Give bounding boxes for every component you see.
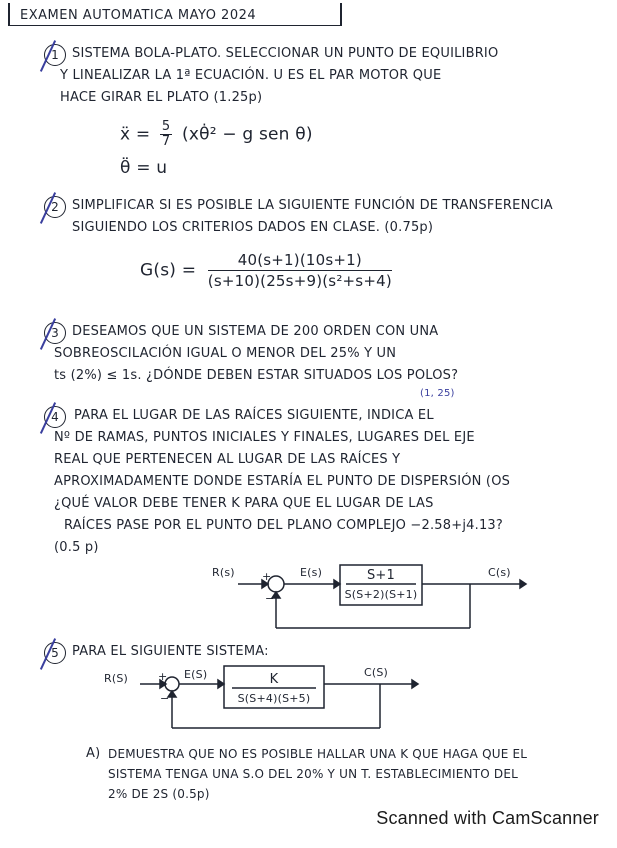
q5-sub-line-2: SISTEMA TENGA UNA S.O DEL 20% Y UN T. ESTABLECIMIENTO DEL: [108, 767, 518, 781]
q5-sub-line-1: DEMUESTRA QUE NO ES POSIBLE HALLAR UNA K QUE HAGA QUE EL: [108, 747, 528, 761]
q4-line-6: RAÍCES PASE POR EL PUNTO DEL PLANO COMPLEJO −2.58+j4.13?: [64, 518, 503, 533]
q1-line-1: SISTEMA BOLA-PLATO. SELECCIONAR UN PUNTO DE EQUILIBRIO: [72, 46, 499, 61]
q4-line-3: REAL QUE PERTENECEN AL LUGAR DE LAS RAÍCES Y: [54, 452, 401, 467]
q4-tf-denominator: S(S+2)(S+1): [344, 588, 418, 601]
q4-output-label: C(s): [488, 566, 511, 579]
question-2-number: 2: [44, 196, 66, 218]
q1-line-2: Y LINEALIZAR LA 1ª ECUACIÓN. U ES EL PAR MOTOR QUE: [60, 68, 442, 83]
exam-title: EXAMEN AUTOMATICA MAYO 2024: [20, 8, 257, 23]
q2-line-2: SIGUIENDO LOS CRITERIOS DADOS EN CLASE. (0.75p): [72, 220, 434, 235]
q5-intro: PARA EL SIGUIENTE SISTEMA:: [72, 644, 269, 659]
question-4-number: 4: [44, 406, 66, 428]
q1-equation-1: ẍ = $\frac{5}{7}$ (xθ̇² − g sen θ): [120, 119, 313, 149]
q4-line-2: Nº DE RAMAS, PUNTOS INICIALES Y FINALES, LUGARES DEL EJE: [54, 430, 475, 445]
q4-error-label: E(s): [300, 566, 323, 579]
question-5-number: 5: [44, 642, 66, 664]
q4-line-1: PARA EL LUGAR DE LAS RAÍCES SIGUIENTE, INDICA EL: [74, 408, 434, 423]
arrow-head-icon: [412, 680, 418, 688]
q4-tf-numerator: S+1: [366, 568, 396, 583]
fraction-5-7: $\frac{5}{7}$: [161, 119, 171, 149]
q5-output-label: C(S): [364, 666, 389, 679]
gs-fraction: $\frac{40(s+1)(10s+1)}{\text{(s+10)(25s+9)(s²+s+4)}}$: [207, 251, 392, 290]
q5-minus-sign: −: [160, 692, 170, 705]
q2-transfer-function: G(s) = $\frac{40(s+1)(10s+1)}{\text{(s+10)(25s+9)(s²+s+4)}}$: [140, 251, 392, 290]
q4-plus-sign: +: [262, 570, 272, 583]
q5-plus-sign: +: [158, 670, 168, 683]
q5-sub-line-3: 2% DE 2S (0.5p): [108, 787, 210, 801]
q4-input-label: R(s): [212, 566, 235, 579]
q3-line-2: SOBREOSCILACIÓN IGUAL O MENOR DEL 25% Y UN: [54, 346, 397, 361]
arrow-head-icon: [218, 680, 224, 688]
q4-minus-sign: −: [265, 592, 275, 605]
camscanner-watermark: Scanned with CamScanner: [376, 808, 599, 828]
q5-tf-denominator: S(S+4)(S+5): [237, 692, 311, 705]
question-1-number: 1: [44, 44, 66, 66]
q4-line-5: ¿QUÉ VALOR DEBE TENER K PARA QUE EL LUGAR DE LAS: [54, 496, 434, 511]
q1-equation-2: θ̈ = u: [120, 158, 168, 178]
q4-line-4: APROXIMADAMENTE DONDE ESTARÍA EL PUNTO DE DISPERSIÓN (OS: [54, 474, 511, 489]
question-3-number: 3: [44, 322, 66, 344]
q1-line-3: HACE GIRAR EL PLATO (1.25p): [60, 90, 263, 105]
q3-note: (1, 25): [420, 388, 455, 399]
q4-line-7: (0.5 p): [54, 540, 99, 555]
q3-line-1: DESEAMOS QUE UN SISTEMA DE 200 ORDEN CON UNA: [72, 324, 439, 339]
q2-line-1: SIMPLIFICAR SI ES POSIBLE LA SIGUIENTE FUNCIÓN DE TRANSFERENCIA: [72, 198, 553, 213]
q3-line-3: ts (2%) ≤ 1s. ¿DÓNDE DEBEN ESTAR SITUADOS LOS POLOS?: [54, 368, 459, 383]
q5-error-label: E(S): [184, 668, 208, 681]
q5-tf-numerator: K: [269, 672, 279, 687]
q5-sub-label: A): [86, 746, 101, 761]
q5-input-label: R(S): [104, 672, 129, 685]
